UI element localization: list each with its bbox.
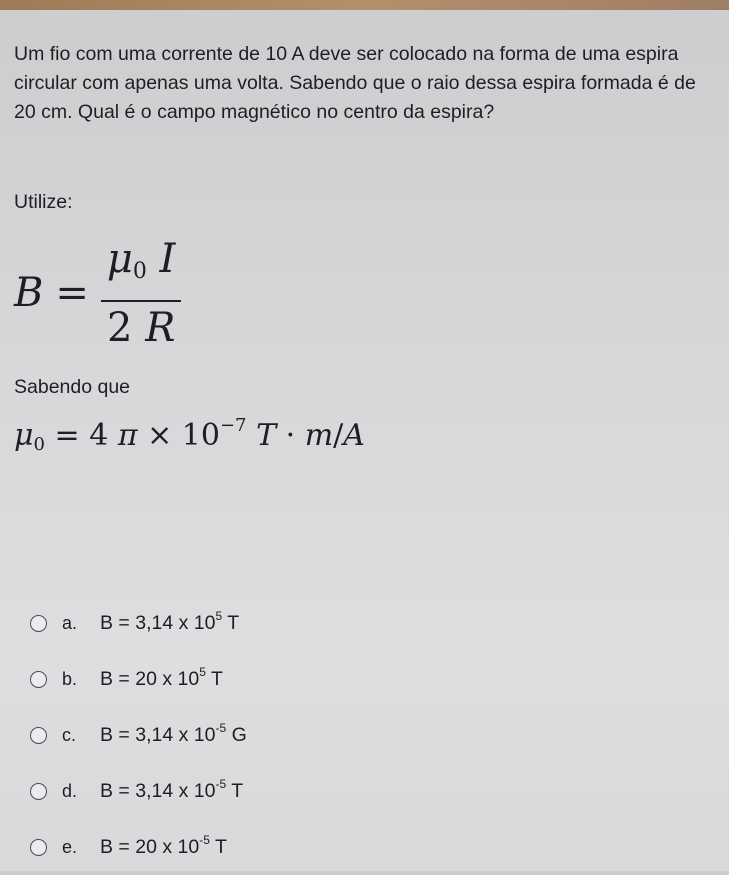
option-answer	[100, 608, 240, 635]
option-answer-unit: T	[210, 667, 223, 690]
magnetic-field-formula	[14, 235, 181, 351]
option-answer-exponent: -5	[215, 776, 227, 791]
unit-meter: m	[304, 418, 334, 453]
utilize-label: Utilize:	[14, 191, 73, 213]
option-answer-text: B = 3,14 x 10	[100, 611, 216, 634]
formula-lhs: B	[14, 270, 44, 316]
option-letter: b.	[62, 668, 78, 689]
option-answer-unit: T	[214, 835, 227, 858]
formula-equals: =	[55, 270, 89, 316]
question-text: Um fio com uma corrente de 10 A deve ser colocado na forma de uma espira circular com apenas uma volta. Sabendo que o raio dessa espira formada é de 20 cm. Qual é o campo magnético no centro da espira?	[14, 43, 696, 123]
numerator-mu-subscript: 0	[132, 258, 147, 284]
option-answer	[100, 664, 223, 691]
option-answer-unit: T	[227, 611, 240, 634]
unit-tesla: T	[256, 418, 277, 453]
sabendo-label: Sabendo que	[14, 376, 131, 398]
option-b[interactable]	[30, 651, 630, 707]
radio-button-e[interactable]	[30, 839, 47, 856]
option-answer	[100, 832, 227, 859]
formula-denominator	[107, 302, 175, 350]
times-symbol: ×	[147, 418, 173, 453]
option-answer-text: B = 20 x 10	[100, 835, 200, 858]
option-letter: e.	[62, 836, 78, 857]
option-c[interactable]	[30, 707, 630, 763]
radio-button-a[interactable]	[30, 615, 47, 632]
option-answer-exponent: 5	[215, 608, 223, 623]
mu-equals: =	[54, 418, 80, 453]
radio-button-b[interactable]	[30, 671, 47, 688]
denominator-radius: R	[145, 304, 176, 351]
power-exponent: −7	[219, 415, 247, 436]
option-answer-exponent: -5	[215, 720, 227, 735]
answer-options	[30, 595, 630, 875]
permeability-constant	[14, 415, 365, 455]
unit-dot: ·	[285, 418, 296, 453]
option-answer-unit: G	[231, 723, 247, 746]
mu-subscript: 0	[33, 434, 45, 455]
mu-symbol: μ	[14, 418, 34, 453]
option-answer-text: B = 20 x 10	[100, 667, 200, 690]
option-letter: d.	[62, 780, 78, 801]
option-answer-exponent: 5	[199, 664, 206, 679]
option-d[interactable]	[30, 763, 630, 819]
option-e[interactable]	[30, 819, 630, 875]
option-answer	[100, 776, 244, 803]
radio-button-c[interactable]	[30, 727, 47, 744]
option-answer-text: B = 3,14 x 10	[100, 723, 216, 746]
power-base: 10	[181, 418, 220, 453]
top-edge-strip	[0, 0, 729, 10]
unit-ampere: A	[343, 418, 365, 453]
formula-fraction	[101, 237, 182, 350]
radio-button-d[interactable]	[30, 783, 47, 800]
mu-coefficient: 4	[89, 418, 109, 453]
pi-symbol: π	[117, 418, 138, 453]
denominator-coefficient: 2	[107, 304, 133, 351]
numerator-current: I	[159, 235, 176, 282]
option-letter: a.	[62, 612, 78, 633]
option-answer-unit: T	[231, 779, 244, 802]
option-answer-text: B = 3,14 x 10	[100, 779, 216, 802]
option-letter: c.	[62, 724, 77, 745]
option-answer-exponent: -5	[199, 832, 210, 847]
option-a[interactable]	[30, 595, 630, 651]
formula-numerator	[101, 237, 182, 302]
unit-slash: /	[333, 418, 344, 453]
option-answer	[100, 720, 247, 747]
numerator-mu: μ	[106, 235, 133, 282]
